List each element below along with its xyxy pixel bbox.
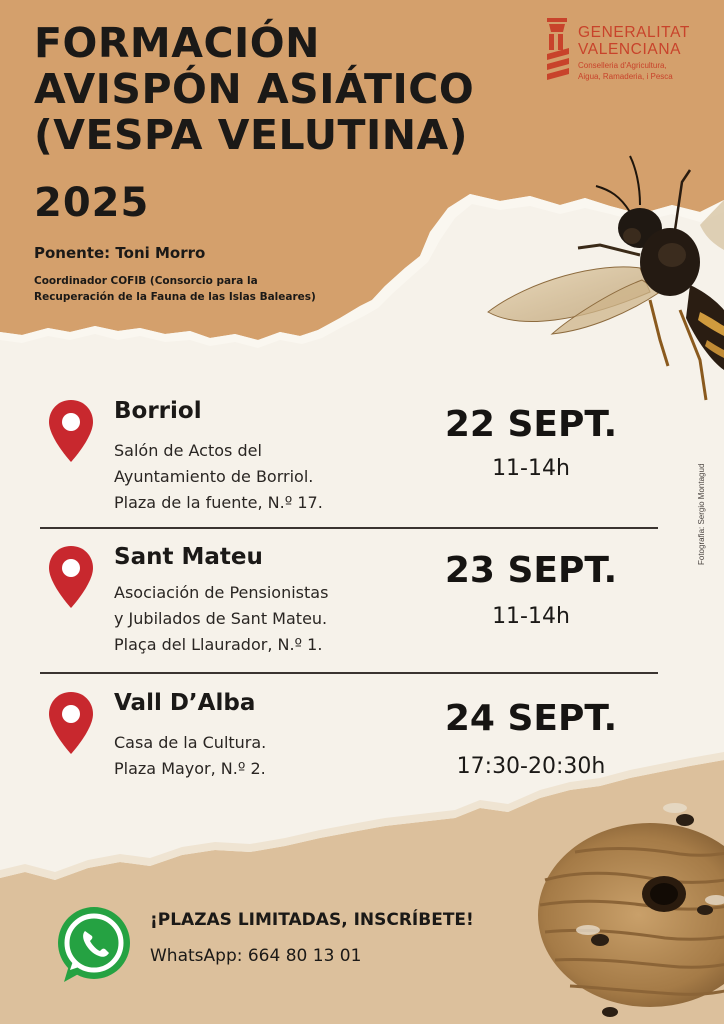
location-pin-icon: [46, 544, 96, 610]
generalitat-logo: [545, 14, 715, 104]
poster-title: [34, 20, 474, 158]
event-address: [114, 438, 323, 516]
event-town: Sant Mateu: [114, 544, 263, 570]
event-address-line: Casa de la Cultura.: [114, 733, 267, 752]
event-time: 11-14h: [492, 604, 570, 629]
generalitat-department: [578, 60, 673, 82]
generalitat-department-line-2: Aigua, Ramaderia, i Pesca: [578, 72, 673, 81]
event-date: 22 SEPT.: [444, 404, 618, 445]
whatsapp-icon[interactable]: [54, 904, 132, 986]
event-town: Borriol: [114, 398, 202, 424]
event-address-line: y Jubilados de Sant Mateu.: [114, 609, 328, 628]
location-pin-icon: [46, 690, 96, 756]
speaker-role-line-1: Coordinador COFIB (Consorcio para la: [34, 275, 258, 287]
event-divider: [40, 527, 658, 529]
event-divider: [40, 672, 658, 674]
generalitat-name-line-2: VALENCIANA: [578, 41, 682, 58]
title-line-3: (VESPA VELUTINA): [34, 111, 468, 159]
title-line-2: AVISPÓN ASIÁTICO: [34, 65, 475, 113]
event-address-line: Plaza Mayor, N.º 2.: [114, 759, 266, 778]
event-date: 24 SEPT.: [444, 698, 618, 739]
event-town: Vall D’Alba: [114, 690, 256, 716]
generalitat-name: [578, 24, 690, 58]
generalitat-emblem-icon: [545, 14, 573, 84]
event-address-line: Asociación de Pensionistas: [114, 583, 329, 602]
event-time: 17:30-20:30h: [456, 754, 606, 779]
whatsapp-number[interactable]: WhatsApp: 664 80 13 01: [150, 946, 362, 966]
speaker-role-line-2: Recuperación de la Fauna de las Islas Baleares): [34, 291, 316, 303]
title-year: 2025: [34, 180, 150, 226]
title-line-1: FORMACIÓN: [34, 19, 320, 67]
event-address: [114, 580, 328, 658]
event-address: [114, 730, 266, 782]
event-address-line: Salón de Actos del: [114, 441, 262, 460]
event-address-line: Ayuntamiento de Borriol.: [114, 467, 314, 486]
registration-cta: ¡PLAZAS LIMITADAS, INSCRÍBETE!: [150, 910, 474, 930]
speaker-role: [34, 273, 316, 305]
location-pin-icon: [46, 398, 96, 464]
event-address-line: Plaza de la fuente, N.º 17.: [114, 493, 323, 512]
event-time: 11-14h: [492, 456, 570, 481]
photo-credit: Fotografia: Sergio Montagud: [697, 463, 706, 565]
generalitat-name-line-1: GENERALITAT: [578, 24, 690, 41]
speaker-name: Ponente: Toni Morro: [34, 244, 206, 262]
event-date: 23 SEPT.: [444, 550, 618, 591]
generalitat-department-line-1: Conselleria d'Agricultura,: [578, 61, 667, 70]
event-address-line: Plaça del Llaurador, N.º 1.: [114, 635, 323, 654]
